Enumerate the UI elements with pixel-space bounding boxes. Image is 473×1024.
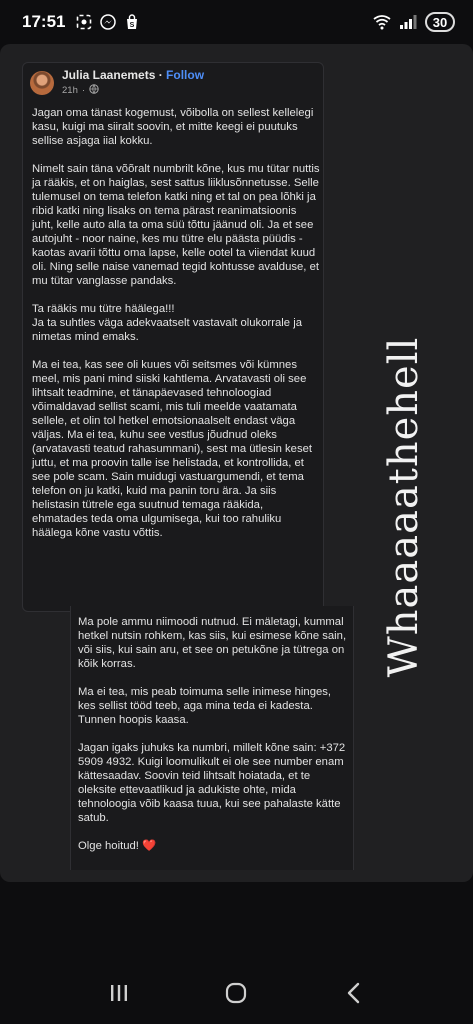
notification-icons (75, 13, 141, 31)
post-author-block (62, 68, 204, 97)
post-paragraph: Olge hoitud! ❤️ (78, 840, 157, 852)
home-icon (224, 981, 248, 1005)
post-paragraph: Ta rääkis mu tütre häälega!!! Ja ta suhtles väga adekvaatselt vastavalt olukorrale ja nimetas mind emaks. (32, 303, 303, 343)
post-body-top (32, 106, 320, 554)
messenger-icon (99, 13, 117, 31)
author-line (62, 68, 204, 82)
status-time: 17:51 (22, 12, 66, 31)
author-name: Julia Laanemets (62, 68, 156, 82)
wifi-icon (373, 13, 391, 31)
post-paragraph: Nimelt sain täna võõralt numbrilt kõne, kus mu tütar nuttis ja rääkis, et on haiglas, sest sattus liiklusõnnetusse. Selle tulemusel on tema telefon katki ning et tal on pea lõhki ja ribid katki ning lisaks on tema pärast reanimatsioonis juht, kelle auto alla ta oma süü tõttu jäänud oli. Ja et see autojuht - noor naine, kes mu tütre elu päästa püüdis - kaotas avarii tõttu oma lapse, kelle ootel ta viiendat kuud oli. Ning selle naise vanemad tegid kohtusse avalduse, et mu tütar vanglasse pandaks. (32, 163, 320, 287)
post-paragraph: Ma ei tea, kas see oli kuues või seitsmes või kümnes meel, mis pani mind siiski kahtlema. Arvatavasti oli see lihtsalt teadmine, et tänapäevased tehnoloogiad võimaldavad sellist scami, mis tuli meelde vaatamata sellele, et olin tol hetkel emotsionaalselt endast väga väljas. Ma ei tea, kuhu see vestlus jõudnud oleks (arvatavasti teatud rahasummani), sest ma ütlesin keset juttu, et ma proovin talle ise helistada, et kontrollida, et see pole scam. Sain muidugi vastuargumendi, et tema telefon on ju katki, kuid ma panin toru ära. Ja siis helistasin tütrele ega suutnud temaga rääkida, ehmatades teda oma ulgumisega, kui too rahuliku häälega kõne vastu võttis. (32, 359, 313, 539)
navigation-bar (0, 962, 473, 1024)
post-time: 21h (62, 85, 78, 96)
name-separator: · (155, 68, 167, 82)
globe-icon (89, 84, 99, 97)
post-paragraph: Jagan igaks juhuks ka numbri, millelt kõne sain: +372 5909 4932. Kuigi loomulikult ei ole see number enam kättesaadav. Soovin teid lihtsalt hoiatada, et te oleksite ettevaatlikud ja adukiste ohte, mida tehnoloogia võib kaasa tuua, kui see pahalaste kätte satub. (78, 742, 346, 824)
post-paragraph: Jagan oma tänast kogemust, võibolla on sellest kellelegi kasu, kuigi ma siiralt soovin, et mitte keegi ei puutuks sellise asjaga iial kokku. (32, 107, 314, 147)
shop-icon (123, 13, 141, 31)
avatar (30, 71, 54, 95)
back-icon (344, 981, 364, 1005)
status-right (373, 12, 455, 32)
post-body-bottom (78, 615, 350, 867)
battery-indicator: 30 (425, 12, 455, 32)
screenshot-icon (75, 13, 93, 31)
post-paragraph: Ma ei tea, mis peab toimuma selle inimese hinges, kes sellist tööd teeb, aga mina teda ei kadesta. Tunnen hoopis kaasa. (78, 686, 332, 726)
meta-dot: · (81, 85, 86, 96)
post-paragraph: Ma pole ammu niimoodi nutnud. Ei mäletagi, kummal hetkel nutsin rohkem, kas siis, kui esimese kõne sain, või siis, kui sain aru, et see on petukõne ja tütrega on kõik korras. (78, 616, 347, 670)
recent-apps-button[interactable] (99, 973, 139, 1013)
overlay-caption: Whaaaaathehell (381, 336, 427, 678)
home-button[interactable] (216, 973, 256, 1013)
follow-link[interactable]: Follow (166, 68, 205, 82)
back-button[interactable] (334, 973, 374, 1013)
status-left (22, 12, 141, 32)
post-header (30, 68, 204, 97)
recent-apps-icon (108, 983, 130, 1003)
post-meta (62, 84, 204, 97)
svg-text:S: S (130, 22, 135, 29)
status-bar (0, 0, 473, 44)
signal-icon (399, 13, 417, 31)
